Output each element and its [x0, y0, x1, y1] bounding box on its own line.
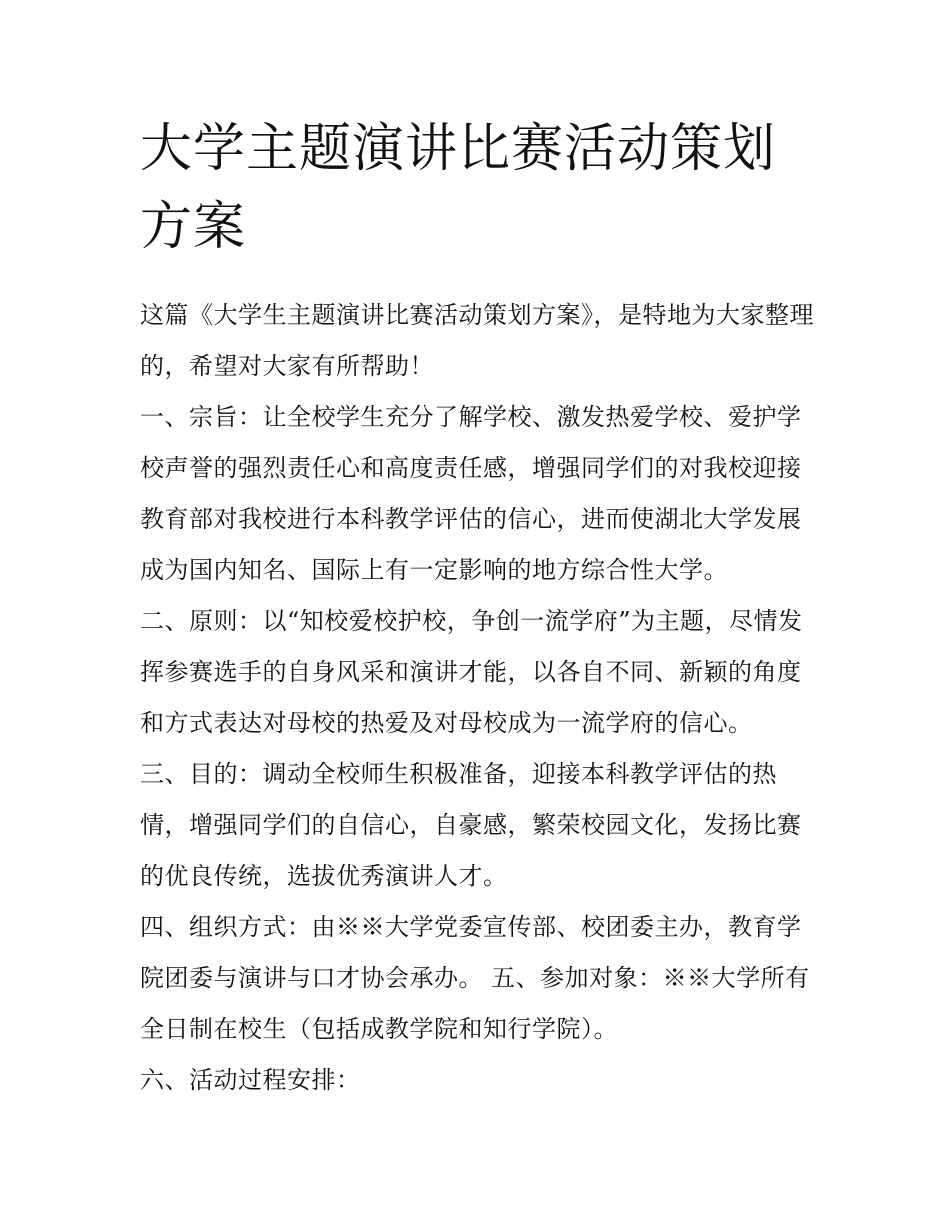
principle-paragraph: 二、原则：以“知校爱校护校，争创一流学府”为主题，尽情发挥参赛选手的自身风采和演讲才能，以各自不同、新颖的角度和方式表达对母校的热爱及对母校成为一流学府的信心。 — [140, 607, 803, 737]
goal-paragraph: 三、目的：调动全校师生积极准备，迎接本科教学评估的热情，增强同学们的自信心，自豪感，繁荣校园文化，发扬比赛的优良传统，选拔优秀演讲人才。 — [140, 760, 802, 890]
document-title: 大学主题演讲比赛活动策划方案 — [140, 119, 777, 257]
schedule-heading: 六、活动过程安排： — [140, 1066, 361, 1094]
purpose-paragraph: 一、宗旨：让全校学生充分了解学校、激发热爱学校、爱护学校声誉的强烈责任心和高度责任感，增强同学们的对我校迎接教育部对我校进行本科教学评估的信心，进而使湖北大学发展成为国内知名、国际上有一定影响的地方综合性大学。 — [140, 403, 802, 584]
intro-paragraph: 这篇《大学生主题演讲比赛活动策划方案》，是特地为大家整理的，希望对大家有所帮助！ — [140, 301, 814, 380]
organization-paragraph: 四、组织方式：由※※大学党委宣传部、校团委主办，教育学院团委与演讲与口才协会承办。 五、参加对象：※※大学所有全日制在校生（包括成教学院和知行学院）。 — [140, 913, 810, 1043]
document-content — [140, 110, 820, 1106]
